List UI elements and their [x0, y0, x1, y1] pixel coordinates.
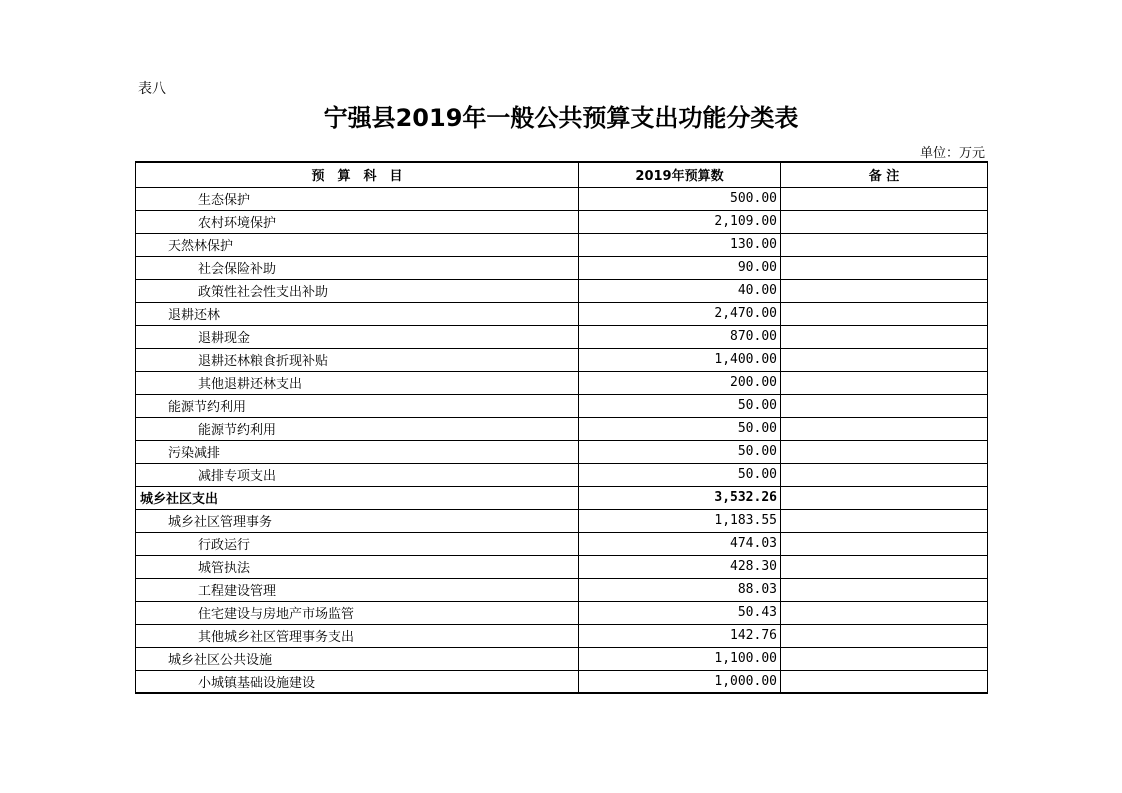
row-subject: 农村环境保护 [136, 210, 579, 233]
table-row [136, 371, 988, 394]
row-remark [781, 647, 988, 670]
row-remark [781, 486, 988, 509]
row-remark [781, 509, 988, 532]
row-remark [781, 325, 988, 348]
unit-label: 单位：万元 [919, 146, 985, 161]
row-amount: 50.00 [579, 463, 781, 486]
row-subject: 城管执法 [136, 555, 579, 578]
row-remark [781, 601, 988, 624]
row-amount: 1,000.00 [579, 670, 781, 693]
row-remark [781, 187, 988, 210]
row-amount: 1,183.55 [579, 509, 781, 532]
table-row [136, 532, 988, 555]
table-row [136, 417, 988, 440]
budget-table [135, 161, 988, 694]
table-row [136, 348, 988, 371]
row-remark [781, 210, 988, 233]
row-remark [781, 302, 988, 325]
table-row [136, 302, 988, 325]
row-remark [781, 578, 988, 601]
table-header-row [136, 162, 988, 187]
page-title: 宁强县2019年一般公共预算支出功能分类表 [323, 104, 799, 132]
row-remark [781, 670, 988, 693]
row-subject: 工程建设管理 [136, 578, 579, 601]
row-amount: 3,532.26 [579, 486, 781, 509]
table-row [136, 210, 988, 233]
row-subject: 社会保险补助 [136, 256, 579, 279]
table-row [136, 256, 988, 279]
row-amount: 2,470.00 [579, 302, 781, 325]
row-amount: 142.76 [579, 624, 781, 647]
row-amount: 500.00 [579, 187, 781, 210]
row-subject: 其他退耕还林支出 [136, 371, 579, 394]
row-remark [781, 417, 988, 440]
table-row [136, 647, 988, 670]
row-amount: 40.00 [579, 279, 781, 302]
row-subject: 退耕还林 [136, 302, 579, 325]
row-amount: 90.00 [579, 256, 781, 279]
row-remark [781, 348, 988, 371]
row-remark [781, 279, 988, 302]
row-subject: 城乡社区管理事务 [136, 509, 579, 532]
row-subject: 退耕还林粮食折现补贴 [136, 348, 579, 371]
table-row [136, 578, 988, 601]
header-amount: 2019年预算数 [579, 162, 781, 187]
row-subject: 其他城乡社区管理事务支出 [136, 624, 579, 647]
row-subject: 行政运行 [136, 532, 579, 555]
row-amount: 1,400.00 [579, 348, 781, 371]
row-remark [781, 233, 988, 256]
row-remark [781, 555, 988, 578]
header-remark: 备 注 [781, 162, 988, 187]
row-subject: 政策性社会性支出补助 [136, 279, 579, 302]
row-subject: 生态保护 [136, 187, 579, 210]
row-remark [781, 532, 988, 555]
row-remark [781, 624, 988, 647]
row-remark [781, 371, 988, 394]
row-subject: 小城镇基础设施建设 [136, 670, 579, 693]
table-row [136, 394, 988, 417]
table-row [136, 233, 988, 256]
table-row [136, 486, 988, 509]
row-subject: 减排专项支出 [136, 463, 579, 486]
table-row [136, 325, 988, 348]
table-label: 表八 [138, 81, 166, 97]
row-subject: 能源节约利用 [136, 417, 579, 440]
row-subject: 天然林保护 [136, 233, 579, 256]
row-amount: 428.30 [579, 555, 781, 578]
table-row [136, 624, 988, 647]
row-amount: 1,100.00 [579, 647, 781, 670]
row-subject: 住宅建设与房地产市场监管 [136, 601, 579, 624]
row-amount: 50.00 [579, 417, 781, 440]
table-row [136, 509, 988, 532]
row-amount: 2,109.00 [579, 210, 781, 233]
row-subject: 能源节约利用 [136, 394, 579, 417]
row-amount: 50.43 [579, 601, 781, 624]
header-subject: 预 算 科 目 [136, 162, 579, 187]
table-row [136, 601, 988, 624]
row-amount: 50.00 [579, 394, 781, 417]
table-row [136, 555, 988, 578]
row-amount: 88.03 [579, 578, 781, 601]
table-row [136, 670, 988, 693]
row-amount: 130.00 [579, 233, 781, 256]
row-amount: 50.00 [579, 440, 781, 463]
row-subject: 退耕现金 [136, 325, 579, 348]
table-row [136, 463, 988, 486]
table-row [136, 440, 988, 463]
row-subject: 城乡社区支出 [136, 486, 579, 509]
row-remark [781, 463, 988, 486]
row-subject: 城乡社区公共设施 [136, 647, 579, 670]
table-row [136, 187, 988, 210]
row-amount: 474.03 [579, 532, 781, 555]
row-remark [781, 394, 988, 417]
row-amount: 870.00 [579, 325, 781, 348]
row-amount: 200.00 [579, 371, 781, 394]
row-remark [781, 440, 988, 463]
table-row [136, 279, 988, 302]
row-remark [781, 256, 988, 279]
row-subject: 污染减排 [136, 440, 579, 463]
